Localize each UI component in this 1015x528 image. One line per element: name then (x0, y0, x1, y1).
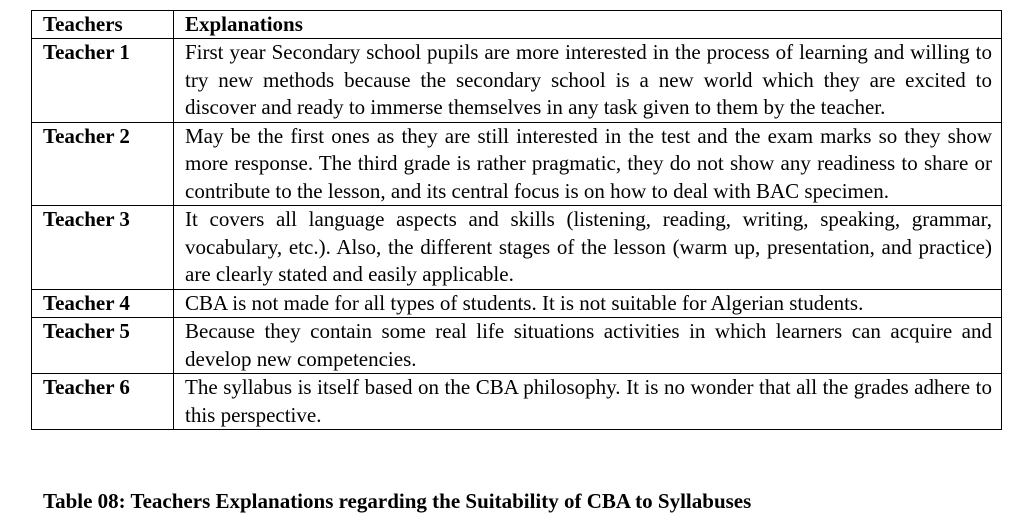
explanations-table-container (31, 10, 1001, 430)
table-row (32, 122, 1002, 206)
table-caption: Table 08: Teachers Explanations regarding the Suitability of CBA to Syllabuses (43, 489, 752, 513)
explanation-cell: It covers all language aspects and skills (listening, reading, writing, speaking, grammar, vocabulary, etc.). Also, the different stages of the lesson (warm up, presentation, and practice) are clearly stated and easily applicable. (174, 206, 1002, 290)
explanation-cell: Because they contain some real life situations activities in which learners can acquire and develop new competencies. (174, 318, 1002, 374)
header-explanations: Explanations (174, 11, 1002, 39)
teacher-name-cell: Teacher 3 (32, 206, 174, 290)
table-row (32, 318, 1002, 374)
explanation-cell: First year Secondary school pupils are more interested in the process of learning and willing to try new methods because the secondary school is a new world which they are excited to discover and ready to immerse themselves in any task given to them by the teacher. (174, 39, 1002, 123)
teacher-name-cell: Teacher 2 (32, 122, 174, 206)
teacher-name-cell: Teacher 4 (32, 289, 174, 318)
header-teachers: Teachers (32, 11, 174, 39)
table-row (32, 206, 1002, 290)
table-row (32, 289, 1002, 318)
teachers-explanations-table (31, 10, 1002, 430)
explanation-cell: May be the first ones as they are still interested in the test and the exam marks so they show more response. The third grade is rather pragmatic, they do not show any readiness to share or contribute to the lesson, and its central focus is on how to deal with BAC specimen. (174, 122, 1002, 206)
teacher-name-cell: Teacher 6 (32, 374, 174, 430)
table-row (32, 39, 1002, 123)
explanation-cell: CBA is not made for all types of students. It is not suitable for Algerian students. (174, 289, 1002, 318)
explanation-cell: The syllabus is itself based on the CBA philosophy. It is no wonder that all the grades adhere to this perspective. (174, 374, 1002, 430)
table-row (32, 374, 1002, 430)
teacher-name-cell: Teacher 5 (32, 318, 174, 374)
table-header-row (32, 11, 1002, 39)
teacher-name-cell: Teacher 1 (32, 39, 174, 123)
